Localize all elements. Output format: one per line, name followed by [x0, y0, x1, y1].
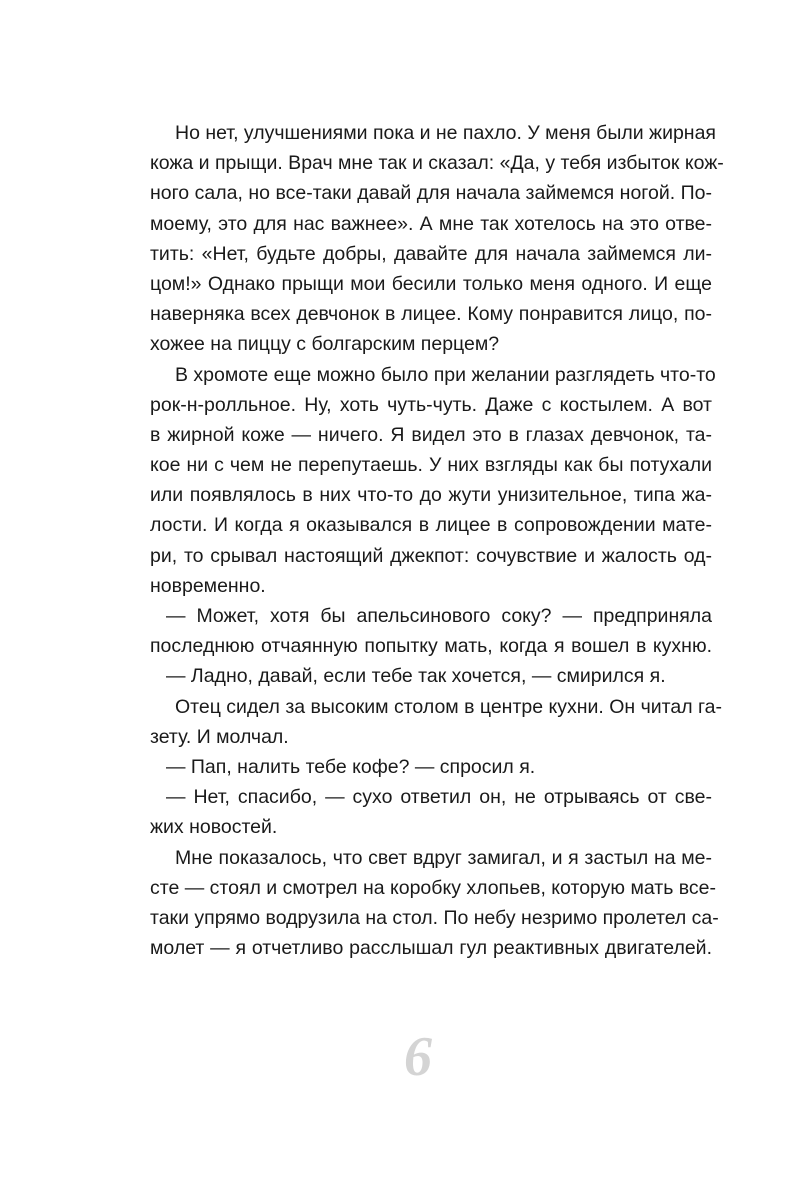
text-line: кожа и прыщи. Врач мне так и сказал: «Да, у тебя избыток кож-: [150, 152, 724, 175]
text-line: хожее на пиццу с болгарским перцем?: [150, 333, 500, 356]
text-line: новременно.: [150, 574, 266, 597]
text-line: В хромоте еще можно было при желании разглядеть что-то: [175, 363, 716, 386]
text-line: таки упрямо водрузила на стол. По небу незримо пролетел са-: [150, 906, 719, 929]
text-line: или появлялось в них что-то до жути унизительное, типа жа-: [150, 484, 712, 507]
body-text: [150, 118, 724, 963]
text-line: тить: «Нет, будьте добры, давайте для начала займемся ли-: [150, 242, 712, 265]
text-line: Но нет, улучшениями пока и не пахло. У меня были жирная: [175, 122, 716, 144]
text-line: — Нет, спасибо, — сухо ответил он, не отрываясь от све-: [166, 786, 712, 809]
text-line: сте — стоял и смотрел на коробку хлопьев, которую мать все-: [150, 876, 717, 899]
page-number: 6: [404, 1026, 432, 1088]
text-line: кое ни с чем не перепутаешь. У них взгляды как бы потухали: [150, 454, 712, 477]
text-line: в жирной коже — ничего. Я видел это в глазах девчонок, та-: [150, 423, 712, 446]
text-line: лости. И когда я оказывался в лицее в сопровождении мате-: [150, 514, 712, 537]
text-line: моему, это для нас важнее». А мне так хотелось на это отве-: [150, 212, 712, 235]
text-line: ного сала, но все-таки давай для начала займемся ногой. По-: [150, 182, 712, 205]
text-line: жих новостей.: [150, 816, 278, 839]
text-line: цом!» Однако прыщи мои бесили только меня одного. И еще: [150, 272, 712, 295]
text-line: зету. И молчал.: [150, 725, 289, 748]
text-line: — Пап, налить тебе кофе? — спросил я.: [166, 755, 536, 778]
text-line: Мне показалось, что свет вдруг замигал, и я застыл на ме-: [175, 846, 712, 869]
text-line: молет — я отчетливо расслышал гул реактивных двигателей.: [150, 937, 712, 960]
text-line: наверняка всех девчонок в лицее. Кому понравится лицо, по-: [150, 303, 712, 326]
text-line: Отец сидел за высоким столом в центре кухни. Он читал га-: [175, 695, 723, 718]
text-line: — Может, хотя бы апельсинового соку? — предприняла: [166, 605, 712, 627]
text-line: — Ладно, давай, если тебе так хочется, — смирился я.: [166, 665, 666, 688]
text-line: рок-н-ролльное. Ну, хоть чуть-чуть. Даже с костылем. А вот: [150, 393, 712, 416]
text-line: последнюю отчаянную попытку мать, когда я вошел в кухню.: [150, 635, 712, 658]
text-line: ри, то срывал настоящий джекпот: сочувствие и жалость од-: [150, 544, 712, 567]
